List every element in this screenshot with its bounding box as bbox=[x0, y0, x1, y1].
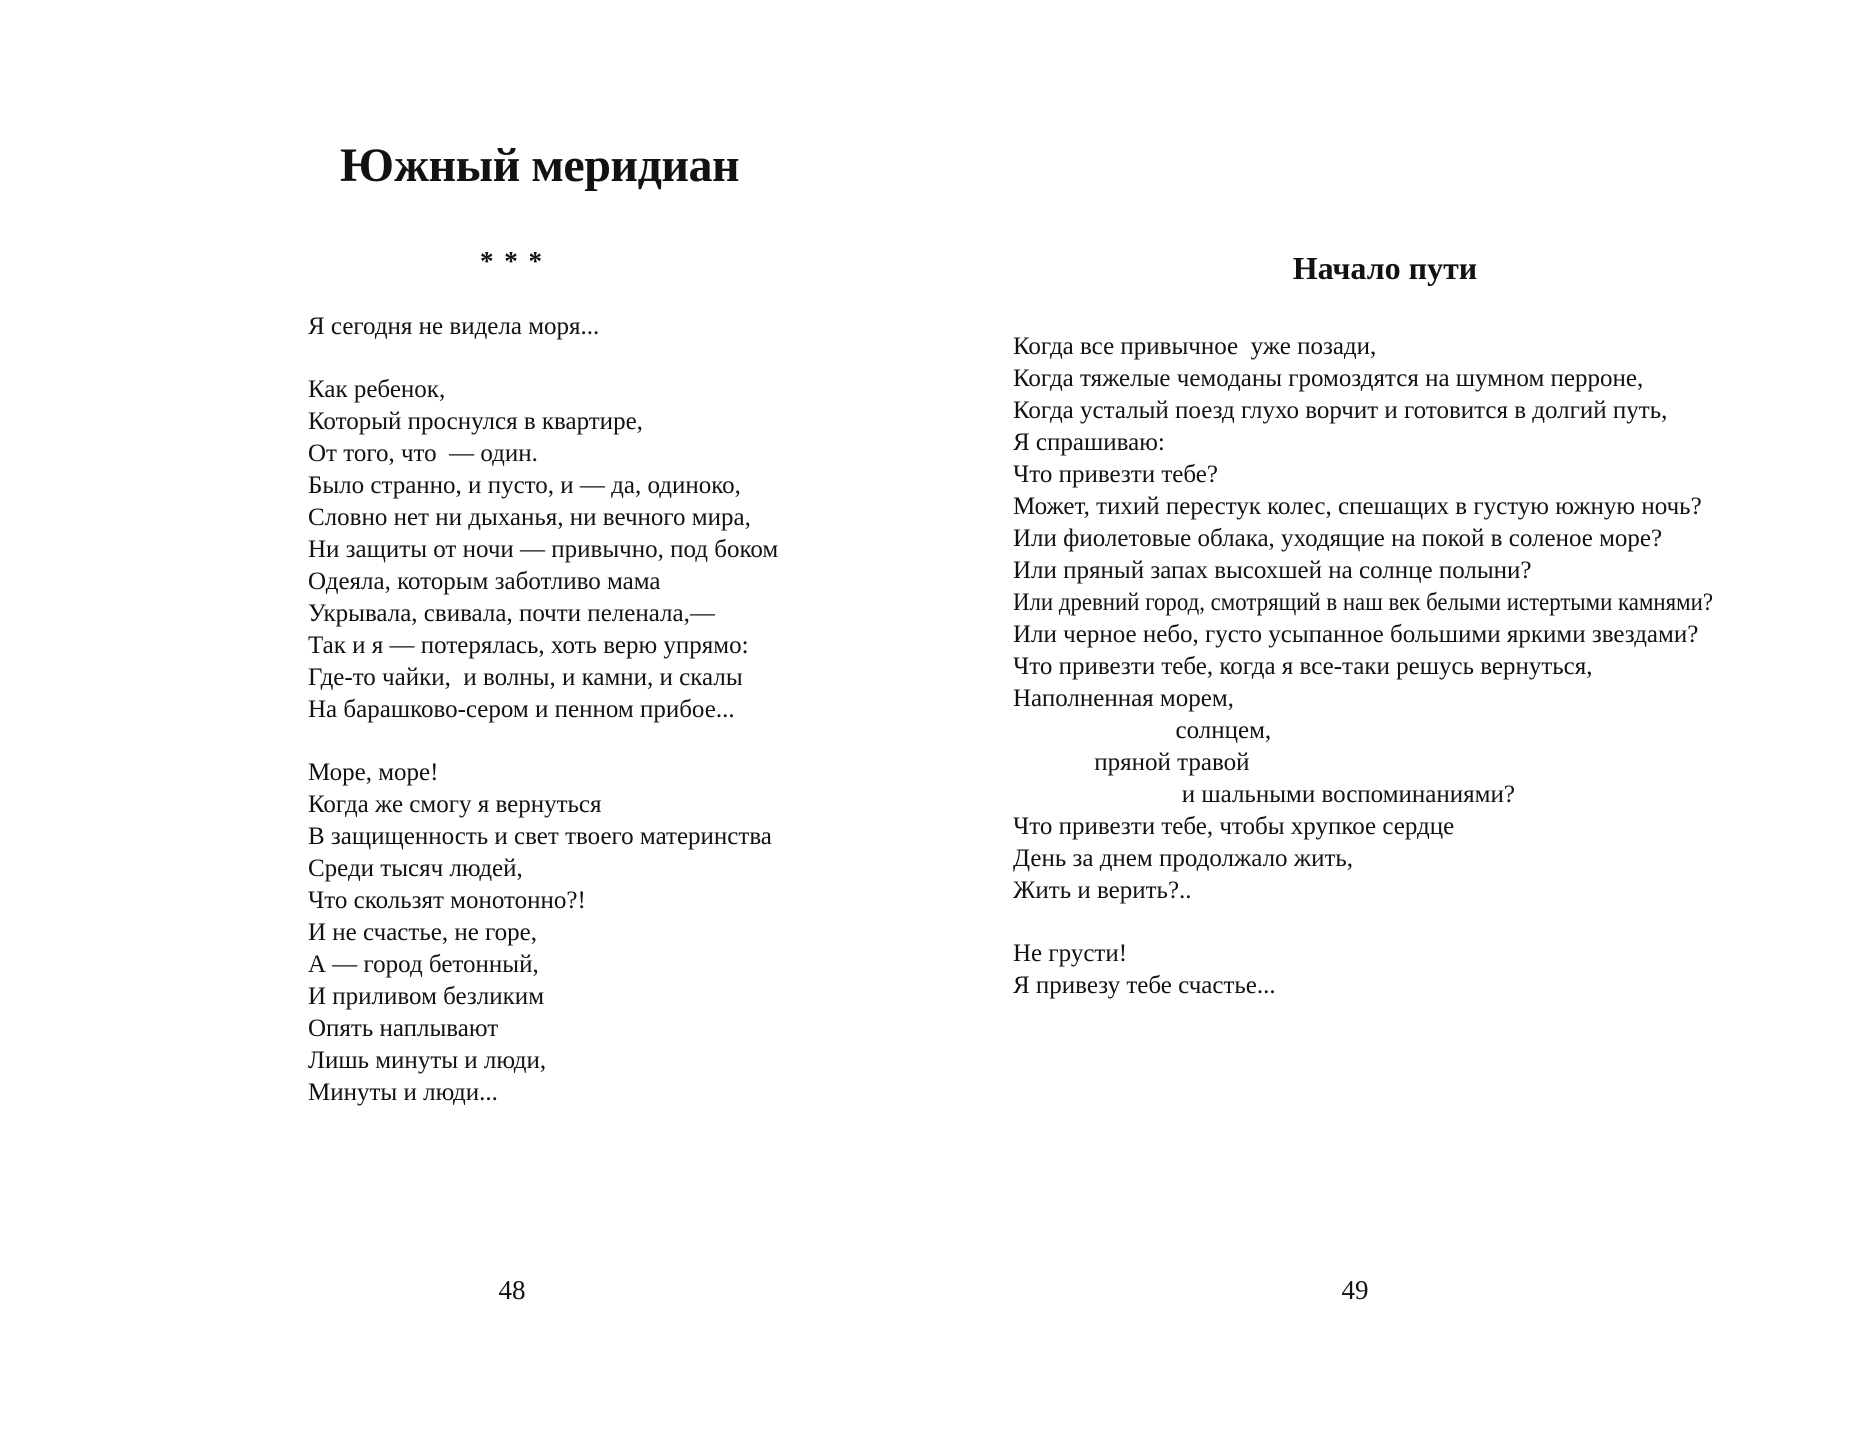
poem-line: На барашково-сером и пенном прибое... bbox=[308, 696, 735, 723]
poem-line: пряной травой bbox=[1013, 749, 1250, 776]
poem-line: Я сегодня не видела моря... bbox=[308, 313, 600, 340]
poem-title: Начало пути bbox=[1292, 250, 1478, 286]
stanza bbox=[1013, 938, 1713, 1002]
poem-line: Когда усталый поезд глухо ворчит и готовится в долгий путь, bbox=[1013, 397, 1668, 424]
poem-left bbox=[308, 311, 808, 1140]
poem-line: Наполненная морем, bbox=[1013, 685, 1234, 712]
poem-line: Я спрашиваю: bbox=[1013, 429, 1165, 456]
poem-line: Среди тысяч людей, bbox=[308, 855, 523, 882]
poem-line: Что привезти тебе? bbox=[1013, 461, 1218, 488]
section-title: Южный меридиан bbox=[340, 139, 740, 192]
poem-line: Лишь минуты и люди, bbox=[308, 1047, 547, 1074]
poem-line: Или древний город, смотрящий в наш век белыми истертыми камнями? bbox=[1013, 589, 1713, 616]
poem-line: солнцем, bbox=[1013, 717, 1272, 744]
poem-line: От того, что — один. bbox=[308, 440, 538, 467]
poem-line: Укрывала, свивала, почти пеленала,— bbox=[308, 600, 715, 627]
poem-line: Что привезти тебе, чтобы хрупкое сердце bbox=[1013, 813, 1455, 840]
poem-line: Где-то чайки, и волны, и камни, и скалы bbox=[308, 664, 743, 691]
poem-line: А — город бетонный, bbox=[308, 951, 539, 978]
stanza bbox=[1013, 331, 1713, 907]
poem-line: Море, море! bbox=[308, 759, 439, 786]
poem-line: Или пряный запах высохшей на солнце полыни? bbox=[1013, 557, 1532, 584]
poem-line: Что скользят монотонно?! bbox=[308, 887, 586, 914]
poem-line: И не счастье, не горе, bbox=[308, 919, 538, 946]
poem-line: Как ребенок, bbox=[308, 376, 446, 403]
poem-line: Я привезу тебе счастье... bbox=[1013, 972, 1276, 999]
poem-line: Может, тихий перестук колес, спешащих в густую южную ночь? bbox=[1013, 493, 1702, 520]
poem-line: И приливом безликим bbox=[308, 983, 545, 1010]
poem-line: Или фиолетовые облака, уходящие на покой в соленое море? bbox=[1013, 525, 1663, 552]
poem-line: Было странно, и пусто, и — да, одиноко, bbox=[308, 472, 741, 499]
poem-line: Так и я — потерялась, хоть верю упрямо: bbox=[308, 632, 749, 659]
poem-line: Опять наплывают bbox=[308, 1015, 499, 1042]
poem-line: Который проснулся в квартире, bbox=[308, 408, 643, 435]
stanza bbox=[308, 757, 808, 1109]
poem-line: и шальными воспоминаниями? bbox=[1013, 781, 1515, 808]
poem-line: Когда все привычное уже позади, bbox=[1013, 333, 1377, 360]
poem-line: Ни защиты от ночи — привычно, под боком bbox=[308, 536, 779, 563]
poem-line: В защищенность и свет твоего материнства bbox=[308, 823, 772, 850]
untitled-poem-marker: * * * bbox=[480, 246, 544, 276]
stanza bbox=[308, 374, 808, 726]
poem-right bbox=[1013, 331, 1713, 1033]
poem-line: Жить и верить?.. bbox=[1013, 877, 1192, 904]
stanza bbox=[308, 311, 808, 343]
poem-line: Или черное небо, густо усыпанное большими яркими звездами? bbox=[1013, 621, 1699, 648]
page-number-right: 49 bbox=[1341, 1275, 1369, 1305]
poem-line: Не грусти! bbox=[1013, 940, 1128, 967]
poem-line: Когда же смогу я вернуться bbox=[308, 791, 602, 818]
poem-line: Когда тяжелые чемоданы громоздятся на шумном перроне, bbox=[1013, 365, 1644, 392]
poem-line: Что привезти тебе, когда я все-таки решусь вернуться, bbox=[1013, 653, 1593, 680]
poem-line: Минуты и люди... bbox=[308, 1079, 498, 1106]
poem-line: День за днем продолжало жить, bbox=[1013, 845, 1354, 872]
poem-line: Одеяла, которым заботливо мама bbox=[308, 568, 661, 595]
page-number-left: 48 bbox=[498, 1275, 526, 1305]
poem-line: Словно нет ни дыханья, ни вечного мира, bbox=[308, 504, 751, 531]
